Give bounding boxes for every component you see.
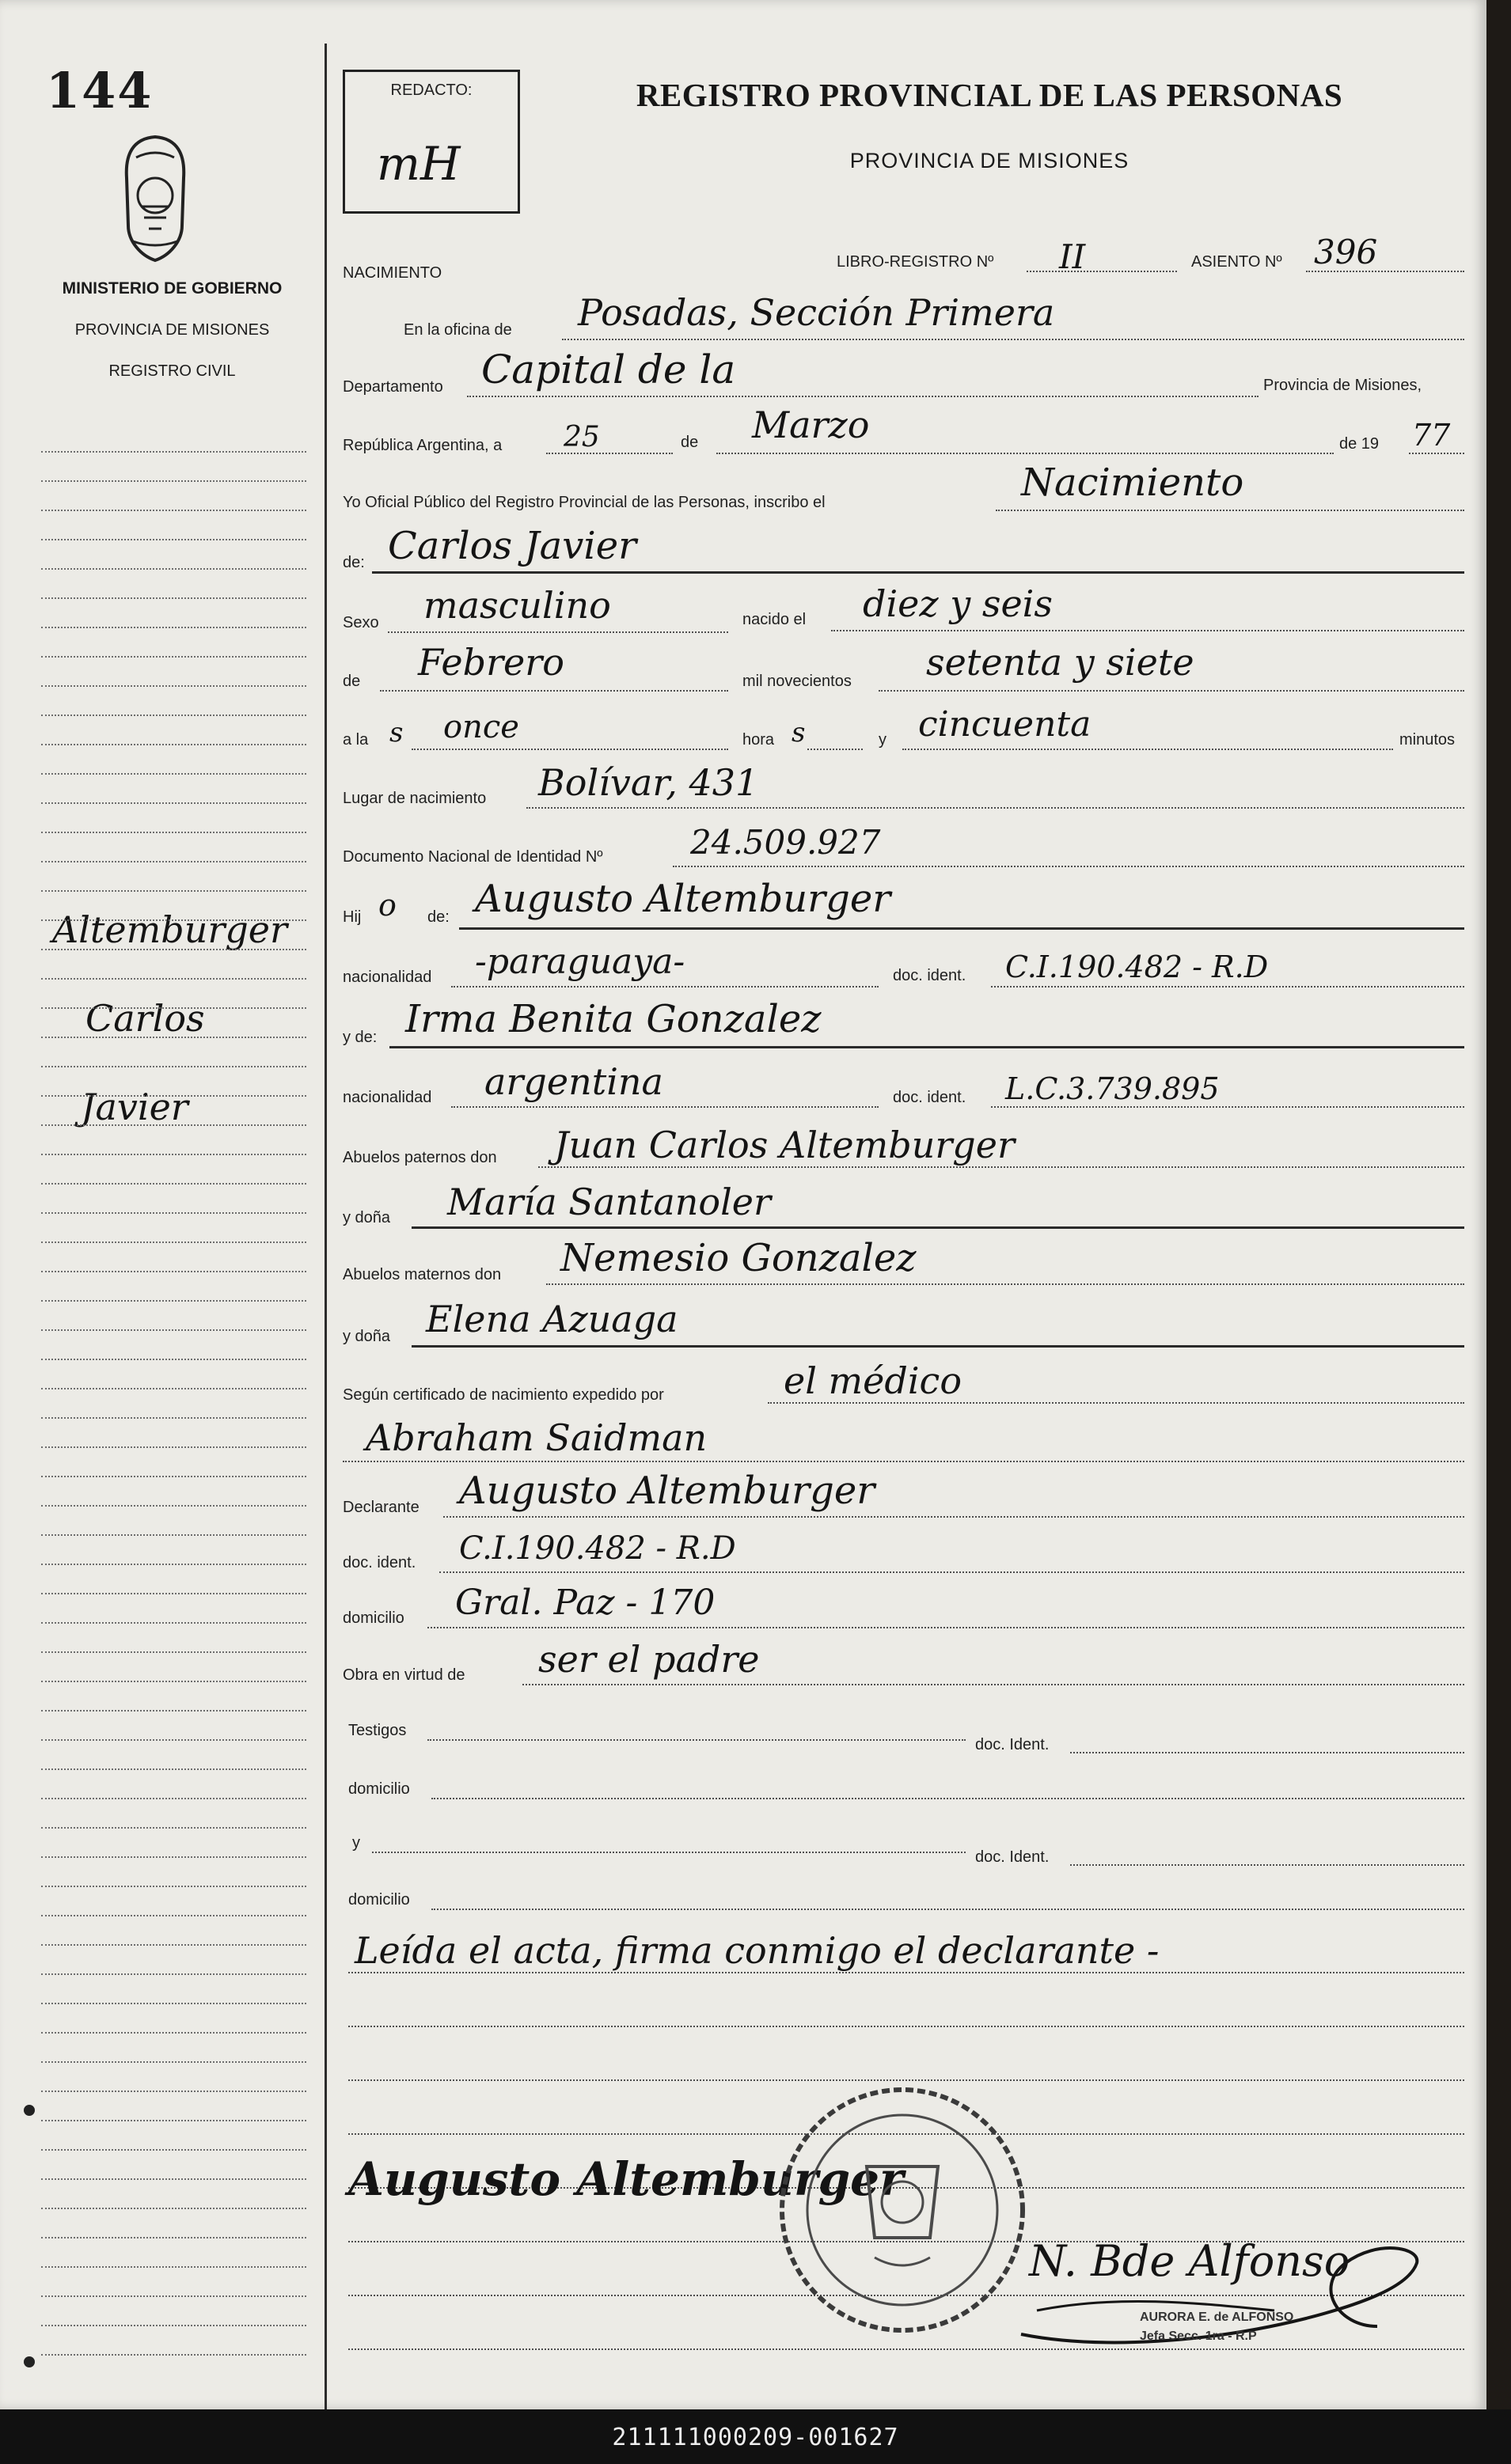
margin-ruled-line	[41, 2120, 306, 2121]
inscribo-value: Nacimiento	[1021, 461, 1244, 505]
margin-ruled-line	[41, 1798, 306, 1799]
padre-line	[459, 927, 1464, 930]
abuelo-paterno-value: Juan Carlos Altemburger	[554, 1124, 1015, 1166]
abuela-materna-label: y doña	[343, 1328, 391, 1345]
registry-subtitle: PROVINCIA DE MISIONES	[849, 149, 1129, 172]
madre-nac-line	[451, 1106, 879, 1108]
testigos-doc-label: doc. Ident.	[975, 1736, 1050, 1753]
sexo-value: masculino	[423, 584, 611, 627]
testigos-doc-line	[1070, 1752, 1464, 1753]
asiento-label: ASIENTO Nº	[1191, 253, 1282, 271]
image-id: 211111000209-001627	[612, 2424, 899, 2451]
margin-ruled-line	[41, 685, 306, 687]
hora-value: once	[443, 709, 519, 745]
y-label: y	[879, 731, 886, 749]
y2-label: y	[352, 1834, 360, 1852]
inscribo-line	[996, 510, 1464, 511]
margin-ruled-line	[41, 1241, 306, 1243]
certificado-value-2: Abraham Saidman	[366, 1416, 708, 1459]
nombre-line	[372, 571, 1464, 574]
margin-ruled-line	[41, 744, 306, 745]
margin-ruled-line	[41, 861, 306, 862]
dia-value: 25	[564, 421, 600, 453]
anio-line	[1409, 453, 1464, 454]
sexo-label: Sexo	[343, 614, 379, 631]
margin-ruled-line	[41, 1124, 306, 1126]
yde-label: y de:	[343, 1029, 378, 1046]
margin-ruled-line	[41, 1095, 306, 1097]
margin-ruled-line	[41, 1593, 306, 1594]
record-type: NACIMIENTO	[343, 264, 442, 282]
padre-value: Augusto Altemburger	[475, 877, 891, 921]
anio-label: de 19	[1339, 435, 1380, 453]
nombre-value: Carlos Javier	[388, 524, 637, 568]
sexo-line	[388, 631, 728, 633]
madre-doc-line	[991, 1106, 1464, 1108]
margin-ruled-line	[41, 1886, 306, 1887]
margin-ruled-line	[41, 1446, 306, 1448]
margin-ruled-line	[41, 1622, 306, 1624]
redacto-label: REDACTO:	[390, 82, 473, 99]
stamp-line-2: Jefa Secc. 1ra - R.P	[1140, 2329, 1257, 2343]
margin-ruled-line	[41, 832, 306, 833]
oficial-label: Yo Oficial Público del Registro Provincial de las Personas, inscribo el	[343, 494, 826, 511]
margin-ruled-line	[41, 1329, 306, 1331]
mes-line	[716, 453, 1334, 454]
margin-ruled-line	[41, 919, 306, 921]
margin-ruled-line	[41, 2208, 306, 2209]
anio-nac-line	[879, 690, 1464, 692]
anio-nac-value: setenta y siete	[926, 641, 1194, 684]
margin-ruled-line	[41, 1037, 306, 1038]
ala-label: a la	[343, 731, 369, 749]
margin-ruled-line	[41, 1271, 306, 1272]
margin-ruled-line	[41, 2061, 306, 2063]
padre-doc-label: doc. ident.	[893, 967, 966, 984]
nacido-line	[831, 630, 1464, 631]
testigo-domicilio-label: domicilio	[348, 1780, 410, 1798]
testigo-2-domicilio-line	[431, 1909, 1464, 1910]
province-label: PROVINCIA DE MISIONES	[74, 321, 270, 339]
margin-ruled-line	[41, 1534, 306, 1536]
stamp-line-1: AURORA E. de ALFONSO	[1140, 2310, 1294, 2324]
margin-ruled-line	[41, 1856, 306, 1858]
lugar-label: Lugar de nacimiento	[343, 790, 487, 807]
hijo-de-label: de:	[427, 908, 450, 926]
mil-label: mil novecientos	[742, 673, 852, 690]
redacto-box	[343, 70, 520, 214]
abuelo-paterno-line	[538, 1166, 1464, 1168]
de-mes-label: de	[343, 673, 361, 690]
margin-ruled-line	[41, 1505, 306, 1507]
dni-label: Documento Nacional de Identidad Nº	[343, 848, 603, 866]
declarante-line	[443, 1516, 1464, 1518]
lugar-value: Bolívar, 431	[538, 761, 759, 804]
margin-ruled-line	[41, 2295, 306, 2297]
domicilio-line	[427, 1627, 1464, 1628]
horas-label: hora	[742, 731, 775, 749]
doc-ident-line	[439, 1571, 1464, 1573]
binding-hole	[24, 2105, 35, 2116]
testigo-2-doc-label: doc. Ident.	[975, 1848, 1050, 1866]
margin-ruled-line	[41, 568, 306, 570]
obra-value: ser el padre	[538, 1638, 760, 1681]
margin-ruled-line	[41, 2003, 306, 2004]
margin-ruled-line	[41, 949, 306, 950]
provincia-suffix: Provincia de Misiones,	[1263, 377, 1422, 394]
margin-ruled-line	[41, 1827, 306, 1829]
folio-number: 144	[46, 62, 154, 119]
obra-label: Obra en virtud de	[343, 1666, 465, 1684]
certificado-label: Según certificado de nacimiento expedido por	[343, 1386, 664, 1404]
asiento-value: 396	[1314, 233, 1378, 271]
margin-surname: Altemburger	[52, 908, 287, 951]
horas-line	[807, 749, 863, 750]
abuela-materna-line	[412, 1345, 1464, 1348]
testigos-label: Testigos	[348, 1722, 407, 1739]
padre-nac-line	[451, 986, 879, 987]
nacido-value: diez y seis	[863, 582, 1053, 625]
abuela-paterna-value: María Santanoler	[447, 1181, 771, 1223]
madre-doc-label: doc. ident.	[893, 1089, 966, 1106]
margin-ruled-line	[41, 1768, 306, 1770]
certificado-line	[768, 1402, 1464, 1404]
abuelo-materno-line	[546, 1283, 1464, 1285]
margin-ruled-line	[41, 2325, 306, 2326]
blank-line	[348, 2026, 1464, 2027]
madre-doc-value: L.C.3.739.895	[1005, 1071, 1220, 1106]
margin-ruled-line	[41, 597, 306, 599]
abuela-materna-value: Elena Azuaga	[426, 1298, 678, 1340]
margin-ruled-line	[41, 2178, 306, 2180]
margin-ruled-line	[41, 2149, 306, 2151]
testigos-line	[427, 1739, 966, 1741]
libro-value: II	[1059, 237, 1086, 276]
mes-nac-value: Febrero	[418, 641, 564, 684]
margin-ruled-line	[41, 1007, 306, 1009]
margin-ruled-line	[41, 1651, 306, 1653]
nombre-label: de:	[343, 554, 365, 571]
madre-value: Irma Benita Gonzalez	[405, 997, 822, 1041]
margin-ruled-line	[41, 656, 306, 658]
nota-value: Leída el acta, firma conmigo el declarante -	[355, 1929, 1160, 1972]
mes-nac-line	[380, 690, 728, 692]
margin-ruled-line	[41, 2237, 306, 2238]
certificado-line-2	[343, 1461, 1464, 1462]
domicilio-value: Gral. Paz - 170	[455, 1583, 716, 1623]
margin-second-name: Javier	[81, 1086, 188, 1128]
declarante-label: Declarante	[343, 1499, 420, 1516]
hijo-suffix: o	[378, 888, 397, 923]
minutos-label: minutos	[1399, 731, 1456, 749]
margin-ruled-line	[41, 1739, 306, 1741]
redacto-initials: mH	[377, 137, 461, 191]
republica-label: República Argentina, a	[343, 437, 503, 454]
madre-nac-value: argentina	[484, 1060, 663, 1103]
margin-ruled-line	[41, 1417, 306, 1419]
margin-ruled-line	[41, 1212, 306, 1214]
provincial-seal-icon	[117, 131, 193, 265]
margin-ruled-line	[41, 1359, 306, 1360]
nacionalidad-label: nacionalidad	[343, 969, 432, 986]
minutos-line	[902, 749, 1393, 750]
doc-ident-label: doc. ident.	[343, 1554, 416, 1571]
nacido-label: nacido el	[742, 611, 807, 628]
margin-ruled-line	[41, 2354, 306, 2356]
hijo-label: Hij	[343, 908, 362, 926]
departamento-line	[467, 396, 1259, 397]
abuelos-maternos-label: Abuelos maternos don	[343, 1266, 502, 1283]
departamento-label: Departamento	[343, 378, 443, 396]
margin-separator	[325, 44, 327, 2409]
registry-title: REGISTRO PROVINCIAL DE LAS PERSONAS	[636, 77, 1343, 113]
abuelos-paternos-label: Abuelos paternos don	[343, 1149, 497, 1166]
margin-ruled-line	[41, 715, 306, 716]
margin-ruled-line	[41, 1710, 306, 1712]
dni-value: 24.509.927	[690, 823, 881, 862]
anio-value: 77	[1412, 418, 1451, 453]
padre-doc-line	[991, 986, 1464, 987]
abuela-paterna-line	[412, 1226, 1464, 1229]
hora-line	[412, 749, 728, 750]
oficina-label: En la oficina de	[404, 321, 512, 339]
margin-ruled-line	[41, 1154, 306, 1155]
certificado-value: el médico	[784, 1359, 962, 1402]
margin-ruled-line	[41, 510, 306, 511]
ministry-label: MINISTERIO DE GOBIERNO	[62, 279, 283, 298]
margin-ruled-line	[41, 2266, 306, 2268]
margin-ruled-line	[41, 1388, 306, 1389]
margin-ruled-line	[41, 1564, 306, 1565]
testigo-2-domicilio-label: domicilio	[348, 1891, 410, 1909]
minutos-value: cincuenta	[918, 704, 1091, 745]
nota-line	[348, 1972, 1464, 1973]
libro-label: LIBRO-REGISTRO Nº	[837, 253, 994, 271]
margin-ruled-line	[41, 480, 306, 482]
official-stamp-icon	[772, 2079, 1033, 2341]
margin-ruled-line	[41, 978, 306, 980]
margin-first-name: Carlos	[85, 997, 205, 1040]
margin-ruled-line	[41, 451, 306, 453]
de-label: de	[681, 434, 699, 451]
abuelo-materno-value: Nemesio Gonzalez	[560, 1236, 917, 1280]
margin-ruled-line	[41, 627, 306, 628]
libro-line	[1027, 271, 1177, 272]
lugar-line	[526, 807, 1464, 809]
ala-suffix: s	[389, 717, 404, 749]
horas-suffix: s	[792, 717, 806, 749]
nacionalidad-label-2: nacionalidad	[343, 1089, 432, 1106]
margin-ruled-line	[41, 539, 306, 540]
margin-ruled-line	[41, 1183, 306, 1185]
binding-hole	[24, 2356, 35, 2367]
mes-value: Marzo	[752, 404, 870, 446]
madre-line	[389, 1046, 1464, 1048]
domicilio-label: domicilio	[343, 1609, 404, 1627]
obra-line	[522, 1684, 1464, 1685]
margin-ruled-line	[41, 1300, 306, 1302]
margin-ruled-line	[41, 2091, 306, 2092]
abuela-paterna-label: y doña	[343, 1209, 391, 1226]
margin-ruled-line	[41, 2032, 306, 2034]
margin-ruled-line	[41, 1476, 306, 1477]
oficial-signature: N. Bde Alfonso	[1029, 2236, 1350, 2286]
declarante-value: Augusto Altemburger	[459, 1469, 875, 1513]
margin-ruled-line	[41, 802, 306, 804]
declarante-signature: Augusto Altemburger	[348, 2152, 904, 2206]
margin-ruled-line	[41, 1944, 306, 1946]
oficina-value: Posadas, Sección Primera	[578, 291, 1055, 334]
doc-ident-value: C.I.190.482 - R.D	[459, 1530, 736, 1567]
margin-ruled-line	[41, 1681, 306, 1682]
padre-nac-value: -paraguaya-	[475, 942, 685, 982]
oficina-line	[562, 339, 1464, 340]
margin-ruled-line	[41, 773, 306, 775]
margin-ruled-line	[41, 1066, 306, 1067]
departamento-value: Capital de la	[481, 347, 736, 392]
margin-ruled-line	[41, 1973, 306, 1975]
office-label: REGISTRO CIVIL	[108, 362, 236, 380]
padre-doc-value: C.I.190.482 - R.D	[1005, 950, 1269, 984]
testigo-domicilio-line	[431, 1798, 1464, 1799]
testigo-2-doc-line	[1070, 1864, 1464, 1866]
margin-ruled-line	[41, 890, 306, 892]
dni-line	[673, 866, 1464, 867]
margin-ruled-line	[41, 1915, 306, 1916]
testigo-2-line	[372, 1852, 966, 1853]
